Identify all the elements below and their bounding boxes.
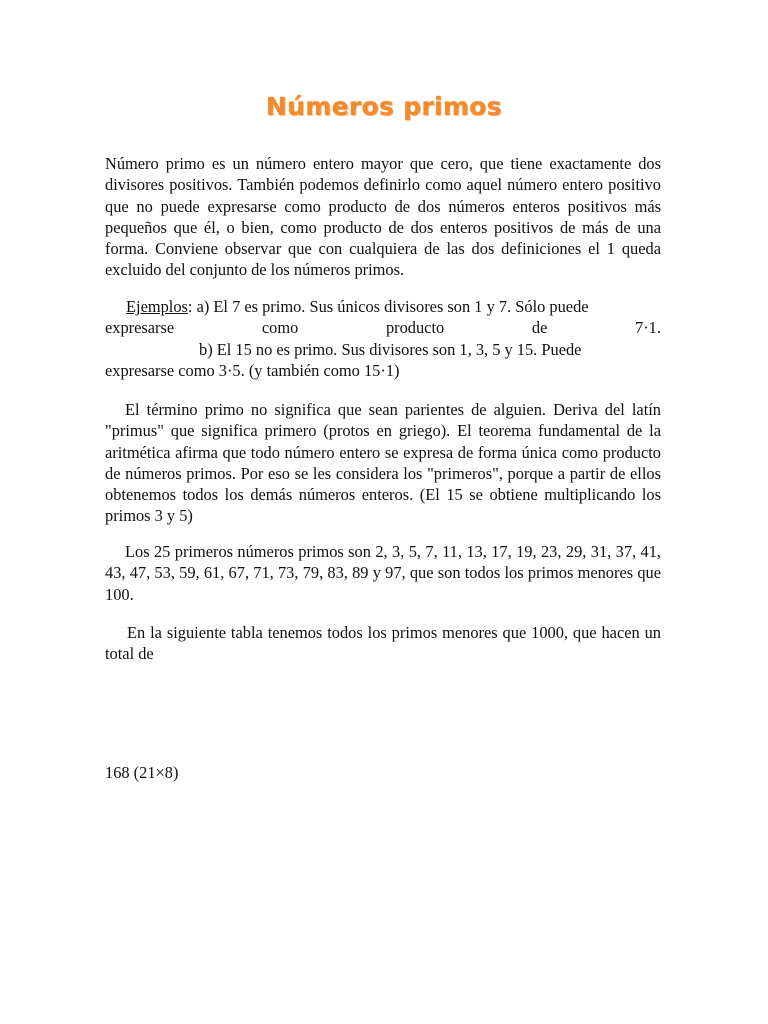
examples-line-1 — [105, 296, 661, 317]
prime-count: 168 (21×8) — [105, 763, 179, 782]
examples-line-2 — [105, 317, 661, 338]
etymology-text: El término primo no significa que sean parientes de alguien. Deriva del latín "primus" que significa primero (protos en griego). El teorema fundamental de la aritmética afirma que todo número entero se expresa de forma única como producto de números primos. Por eso se les considera los "primeros", porque a partir de ellos obtenemos todos los demás números enteros. (El 15 se obtiene multiplicando los primos 3 y 5) — [105, 400, 661, 526]
examples-word: como — [261, 318, 299, 338]
examples-line-4: expresarse como 3·5. (y también como 15·1) — [105, 360, 400, 380]
examples-word: producto — [385, 318, 445, 338]
table-intro-paragraph — [105, 622, 661, 665]
etymology-paragraph — [105, 399, 661, 527]
first-primes-text: Los 25 primeros números primos son 2, 3, 5, 7, 11, 13, 17, 19, 23, 29, 31, 37, 41, 43, 47, 53, 59, 61, 67, 71, 73, 79, 83, 89 y 97, que son todos los primos menores que 100. — [105, 542, 661, 604]
examples-block — [105, 296, 661, 381]
examples-word: 7·1. — [635, 318, 661, 338]
intro-paragraph: Número primo es un número entero mayor que cero, que tiene exactamente dos divisores positivos. También podemos definirlo como aquel número entero positivo que no puede expresarse como producto de dos números enteros positivos más pequeños que él, o bien, como producto de dos enteros positivos de más de una forma. Conviene observar que con cualquiera de las dos definiciones el 1 queda excluido del conjunto de los números primos. — [105, 154, 661, 280]
table-intro-text: En la siguiente tabla tenemos todos los primos menores que 1000, que hacen un total de — [105, 623, 661, 664]
examples-word: de — [531, 318, 548, 338]
examples-label: Ejemplos — [126, 297, 188, 316]
page-title: Números primos — [266, 92, 502, 121]
first-primes-paragraph — [105, 541, 661, 605]
examples-line-3: b) El 15 no es primo. Sus divisores son 1, 3, 5 y 15. Puede — [199, 339, 582, 359]
examples-line-1-text: : a) El 7 es primo. Sus únicos divisores son 1 y 7. Sólo puede — [187, 297, 589, 316]
examples-word: expresarse — [105, 318, 175, 338]
